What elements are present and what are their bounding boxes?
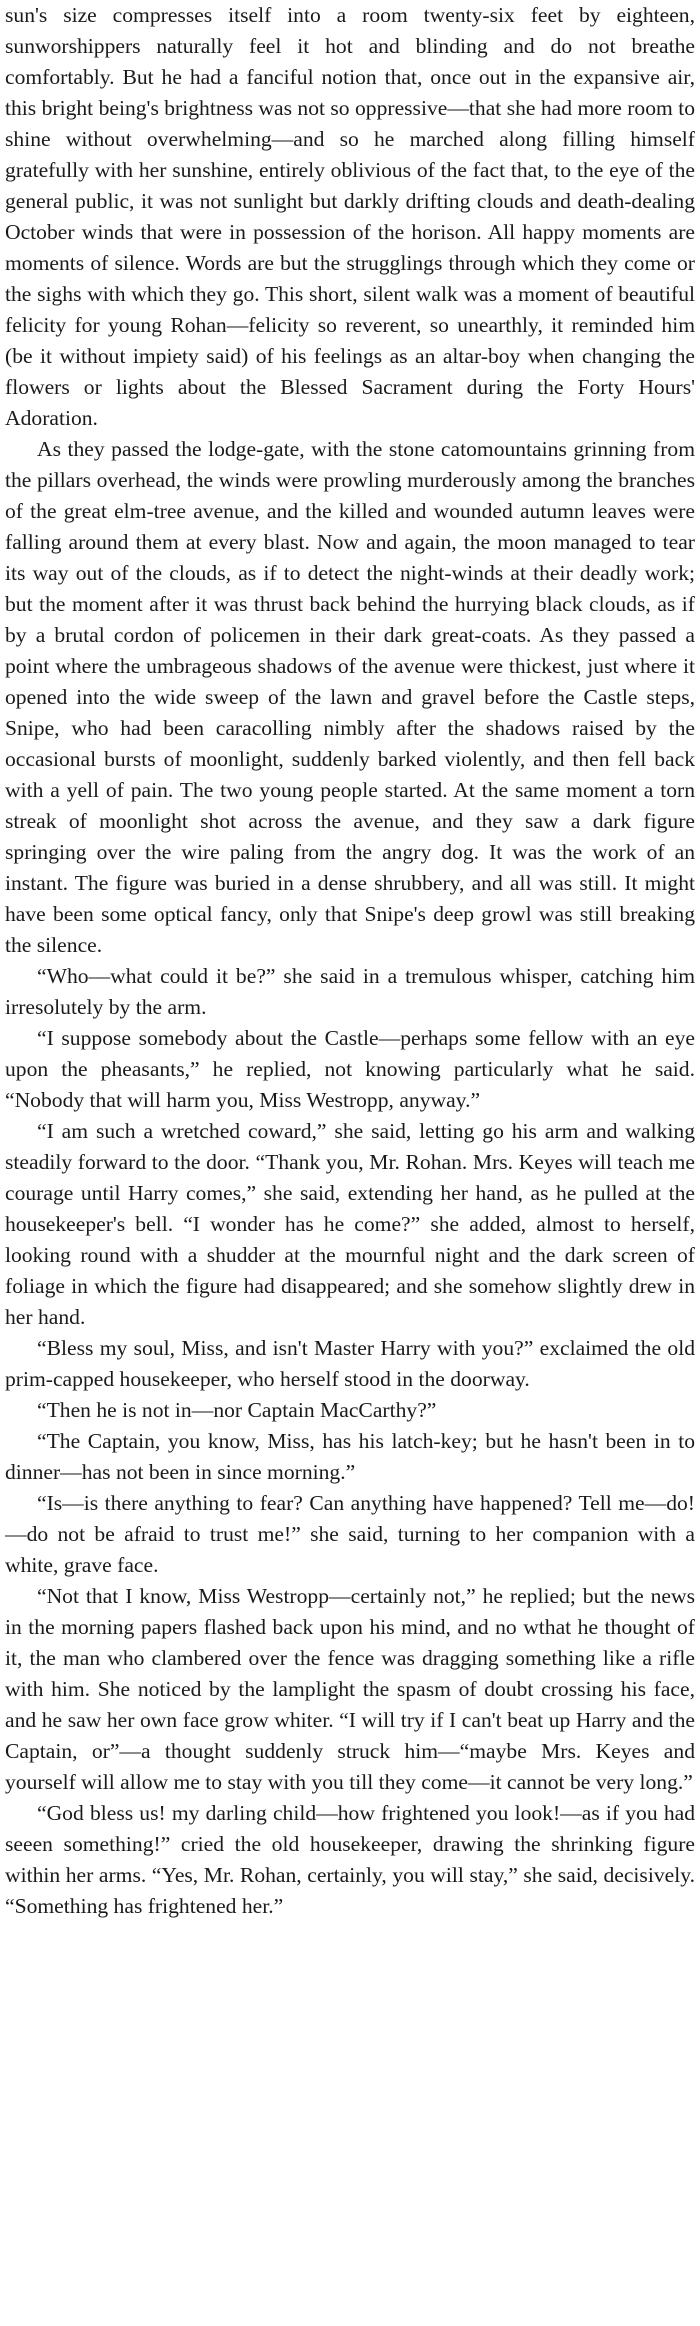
paragraph-2: As they passed the lodge-gate, with the stone catomountains grinning from the pillars overhead, the winds were prowling murderously among the branches of the great elm-tree avenue, and the killed and wounded autumn leaves were falling around them at every blast. Now and again, the moon managed to tear its way out of the clouds, as if to detect the night-winds at their deadly work; but the moment after it was thrust back behind the hurrying black clouds, as if by a brutal cordon of policemen in their dark great-coats. As they passed a point where the umbrageous shadows of the avenue were thickest, just where it opened into the wide sweep of the lawn and gravel before the Castle steps, Snipe, who had been caracolling nimbly after the shadows raised by the occasional bursts of moonlight, suddenly barked violently, and then fell back with a yell of pain. The two young people started. At the same moment a torn streak of moonlight shot across the avenue, and they saw a dark figure springing over the wire paling from the angry dog. It was the work of an instant. The figure was buried in a dense shrubbery, and all was still. It might have been some optical fancy, only that Snipe's deep growl was still breaking the silence.	[5, 437, 695, 957]
paragraph-4: “I suppose somebody about the Castle—perhaps some fellow with an eye upon the pheasants,” he replied, not knowing particularly what he said. “Nobody that will harm you, Miss Westropp, anyway.”	[5, 1026, 695, 1112]
paragraph-9: “Is—is there anything to fear? Can anything have happened? Tell me—do!—do not be afraid to trust me!” she said, turning to her companion with a white, grave face.	[5, 1491, 695, 1577]
paragraph-11: “God bless us! my darling child—how frightened you look!—as if you had seeen something!” cried the old housekeeper, drawing the shrinking figure within her arms. “Yes, Mr. Rohan, certainly, you will stay,” she said, decisively. “Something has frightened her.”	[5, 1801, 695, 1918]
paragraph-1: sun's size compresses itself into a room twenty-six feet by eighteen, sunworshippers naturally feel it hot and blinding and do not breathe comfortably. But he had a fanciful notion that, once out in the expansive air, this bright being's brightness was not so oppressive—that she had more room to shine without overwhelming—and so he marched along filling himself gratefully with her sunshine, entirely oblivious of the fact that, to the eye of the general public, it was not sunlight but darkly drifting clouds and death-dealing October winds that were in possession of the horison. All happy moments are moments of silence. Words are but the strugglings through which they come or the sighs with which they go. This short, silent walk was a moment of beautiful felicity for young Rohan—felicity so reverent, so unearthly, it reminded him (be it without impiety said) of his feelings as an altar-boy when changing the flowers or lights about the Blessed Sacrament during the Forty Hours' Adoration.	[5, 3, 695, 430]
paragraph-8: “The Captain, you know, Miss, has his latch-key; but he hasn't been in to dinner—has not been in since morning.”	[5, 1429, 695, 1484]
book-page	[5, 0, 695, 2326]
paragraph-5: “I am such a wretched coward,” she said, letting go his arm and walking steadily forward to the door. “Thank you, Mr. Rohan. Mrs. Keyes will teach me courage until Harry comes,” she said, extending her hand, as he pulled at the housekeeper's bell. “I wonder has he come?” she added, almost to herself, looking round with a shudder at the mournful night and the dark screen of foliage in which the figure had disappeared; and she somehow slightly drew in her hand.	[5, 1119, 695, 1329]
paragraph-10: “Not that I know, Miss Westropp—certainly not,” he replied; but the news in the morning papers flashed back upon his mind, and no wthat he thought of it, the man who clambered over the fence was dragging something like a rifle with him. She noticed by the lamplight the spasm of doubt crossing his face, and he saw her own face grow whiter. “I will try if I can't beat up Harry and the Captain, or”—a thought suddenly struck him—“maybe Mrs. Keyes and yourself will allow me to stay with you till they come—it cannot be very long.”	[5, 1584, 695, 1794]
paragraph-7: “Then he is not in—nor Captain MacCarthy?”	[37, 1398, 437, 1422]
paragraph-3: “Who—what could it be?” she said in a tremulous whisper, catching him irresolutely by the arm.	[5, 964, 695, 1019]
paragraph-6: “Bless my soul, Miss, and isn't Master Harry with you?” exclaimed the old prim-capped housekeeper, who herself stood in the doorway.	[5, 1336, 695, 1391]
